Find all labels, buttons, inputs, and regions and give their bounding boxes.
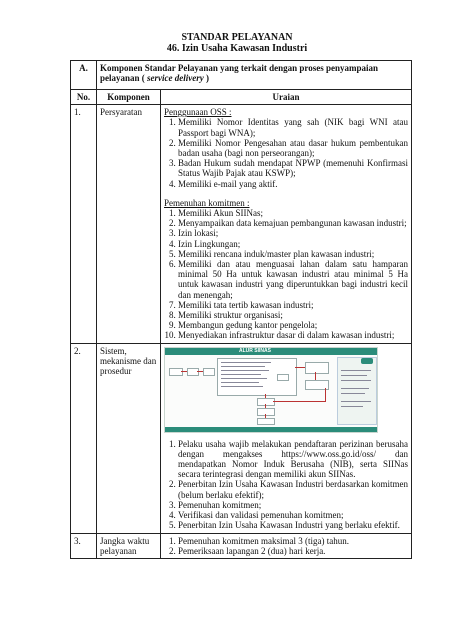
row-description <box>161 105 412 343</box>
column-header-row <box>71 90 412 105</box>
list-item: 5. Penerbitan Izin Usaha Kawasan Industri yang berlaku efektif. <box>178 520 408 530</box>
flow-arrow <box>315 372 316 380</box>
commitment-heading: Pemenuhan komitmen : <box>164 197 250 208</box>
flow-box <box>257 418 275 425</box>
table-row <box>71 105 412 343</box>
column-header-no: No. <box>71 90 97 105</box>
oss-heading: Penggunaan OSS : <box>164 107 232 118</box>
flow-box <box>203 368 215 376</box>
list-item: 1. Memiliki Nomor Identitas yang sah (NIK bagi WNI atau Passport bagi WNA); <box>178 117 408 137</box>
flow-box <box>187 368 199 376</box>
list-item: 7. Memiliki tata tertib kawasan industri; <box>178 300 408 310</box>
row-number: 3. <box>71 533 97 558</box>
flow-arrow <box>325 388 326 402</box>
list-item: 2. Menyampaikan data kemajuan pembangunan kawasan industri; <box>178 218 408 228</box>
flow-arrow <box>295 367 305 368</box>
list-item: 4. Izin Lingkungan; <box>178 239 408 249</box>
diagram-footer-bar <box>165 427 377 432</box>
document-title: STANDAR PELAYANAN <box>181 32 293 43</box>
diagram-header-title: ALUR SIINAS <box>239 347 271 354</box>
list-item: 9. Membangun gedung kantor pengelola; <box>178 320 408 330</box>
flow-box <box>257 398 275 406</box>
column-header-komponen: Komponen <box>97 90 161 105</box>
column-header-uraian: Uraian <box>161 90 412 105</box>
list-item: 2. Memiliki Nomor Pengesahan atau dasar hukum pembentukan badan usaha (bagi non perseorangan); <box>178 138 408 158</box>
list-item: 4. Memiliki e-mail yang aktif. <box>178 179 408 189</box>
flow-box <box>277 374 289 381</box>
ministry-logo <box>361 358 373 364</box>
flow-arrow <box>265 394 266 398</box>
row-description <box>161 343 412 533</box>
flow-arrow <box>265 404 266 408</box>
table-row <box>71 533 412 558</box>
list-item: 10. Menyediakan infrastruktur dasar di dalam kawasan industri; <box>178 330 408 340</box>
flow-box <box>169 368 183 376</box>
duration-list <box>164 536 408 556</box>
section-header-row <box>71 61 412 90</box>
row-component: Sistem, mekanisme dan prosedur <box>97 343 161 533</box>
diagram-side-panel <box>337 357 377 425</box>
row-component: Jangka waktu pelayanan <box>97 533 161 558</box>
list-item: 4. Verifikasi dan validasi pemenuhan komitmen; <box>178 510 408 520</box>
list-item: 2. Penerbitan Izin Usaha Kawasan Industri berdasarkan komitmen (belum berlaku efektif); <box>178 479 408 499</box>
commitment-list <box>164 208 408 341</box>
diagram-header-bar <box>165 348 377 355</box>
section-title: Komponen Standar Pelayanan yang terkait dengan proses penyampaian pelayanan ( service delivery ) <box>97 61 412 90</box>
list-item: 8. Memiliki struktur organisasi; <box>178 310 408 320</box>
flow-arrow <box>197 371 203 372</box>
document-subtitle: 46. Izin Usaha Kawasan Industri <box>166 43 308 54</box>
list-item: 1. Memiliki Akun SIINas; <box>178 208 408 218</box>
table-row <box>71 343 412 533</box>
row-number: 1. <box>71 105 97 343</box>
oss-requirements-list <box>164 117 408 188</box>
flow-arrow <box>273 401 325 402</box>
service-standard-table <box>70 60 412 559</box>
section-letter: A. <box>71 61 97 90</box>
flow-box <box>257 408 275 416</box>
list-item: 1. Pelaku usaha wajib melakukan pendaftaran perizinan berusaha dengan mengakses https://www.oss.go.id/oss/ dan mendapatkan Nomor Induk Berusaha (NIB), serta SIINas secara terintegrasi dengan memiliki akun SIINas. <box>178 439 408 480</box>
row-component: Persyaratan <box>97 105 161 343</box>
row-number: 2. <box>71 343 97 533</box>
row-description <box>161 533 412 558</box>
flow-arrow <box>265 414 266 418</box>
list-item: 6. Memiliki dan atau menguasai lahan dalam satu hamparan minimal 50 Ha untuk kawasan industri atau minimal 5 Ha untuk kawasan industri yang diperuntukkan bagi industri kecil dan menengah; <box>178 259 408 300</box>
list-item: 3. Izin lokasi; <box>178 228 408 238</box>
flow-arrow <box>181 371 187 372</box>
flow-box <box>305 362 329 374</box>
siinas-flow-diagram <box>164 347 378 433</box>
list-item: 1. Pemenuhan komitmen maksimal 3 (tiga) tahun. <box>178 536 408 546</box>
list-item: 2. Pemeriksaan lapangan 2 (dua) hari kerja. <box>178 546 408 556</box>
list-item: 3. Pemenuhan komitmen; <box>178 500 408 510</box>
procedure-list <box>164 439 408 531</box>
list-item: 3. Badan Hukum sudah mendapat NPWP (memenuhi Konfirmasi Status Wajib Pajak atau KSWP); <box>178 158 408 178</box>
list-item: 5. Memiliki rencana induk/master plan kawasan industri; <box>178 249 408 259</box>
